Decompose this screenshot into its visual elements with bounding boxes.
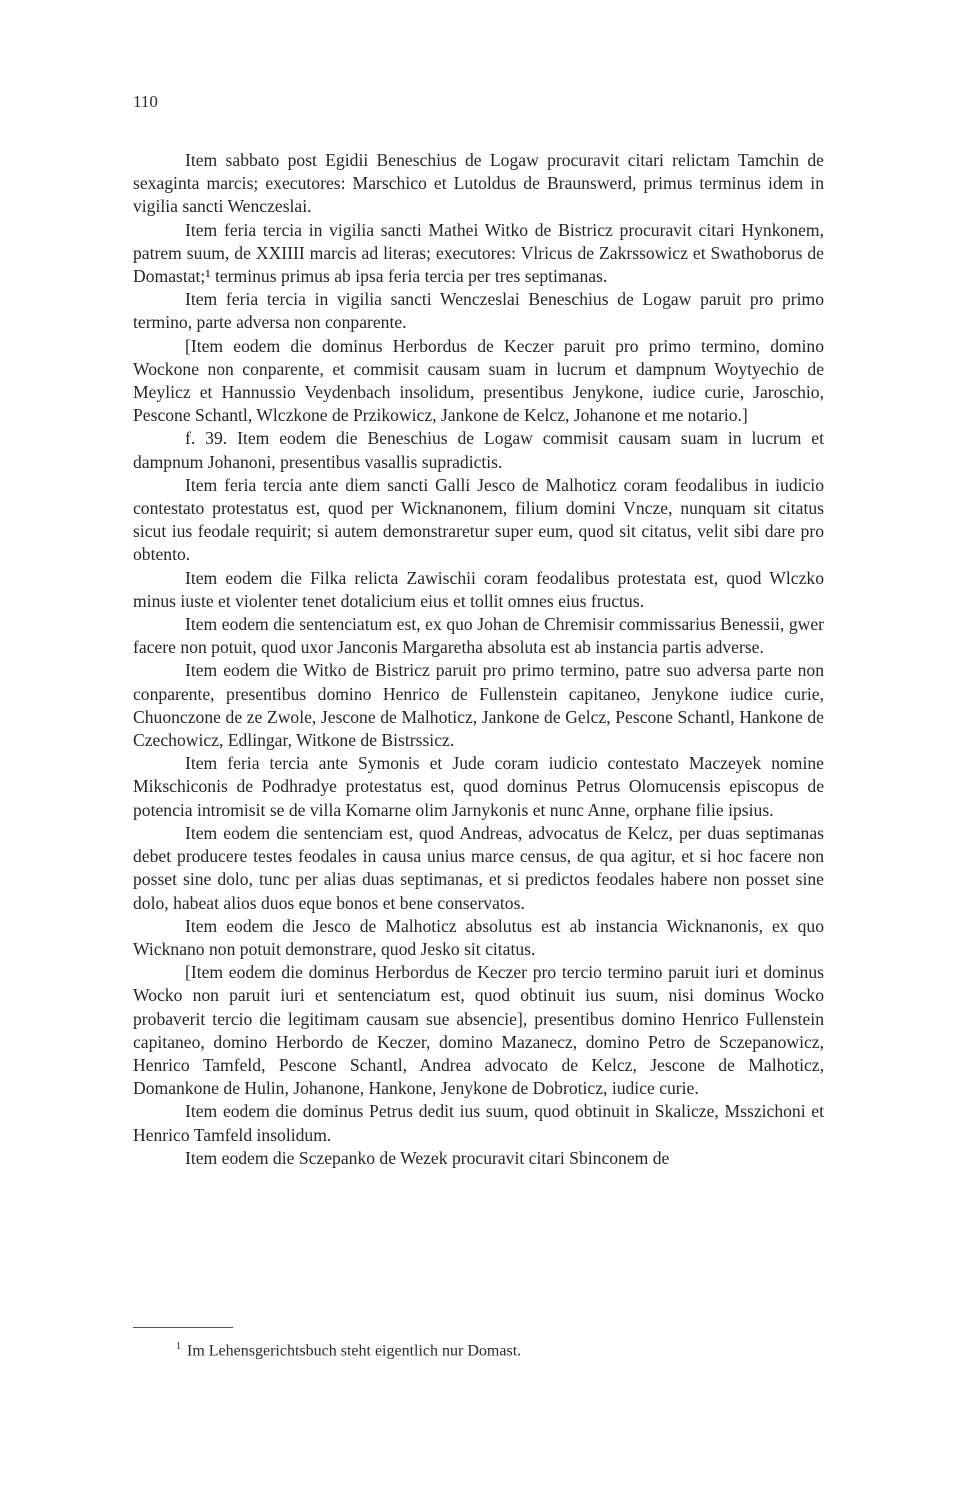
body-text [133, 149, 824, 1170]
paragraph: Item sabbato post Egidii Beneschius de Logaw procuravit citari relictam Tamchin de sexaginta marcis; executores: Marschico et Lutoldus de Braunswerd, primus terminus idem in vigilia sancti Wenczeslai. [133, 150, 824, 217]
footnote-text: Im Lehensgerichtsbuch steht eigentlich nur Domast. [187, 1342, 522, 1360]
footnote [176, 1337, 521, 1361]
page-number: 110 [133, 92, 158, 111]
paragraph: Item feria tercia ante diem sancti Galli Jesco de Malhoticz coram feodalibus in iudicio contestato protestatus est, quod per Wicknanonem, filium domini Vncze, nunquam sit citatus sicut ius feodale requirit; si autem demonstraretur super eum, quod sit citatus, velit sibi dare pro obtento. [133, 474, 824, 565]
paragraph: f. 39. Item eodem die Beneschius de Logaw commisit causam suam in lucrum et dampnum Johanoni, presentibus vasallis supradictis. [133, 428, 824, 472]
paragraph: Item eodem die dominus Petrus dedit ius suum, quod obtinuit in Skalicze, Msszichoni et Henrico Tamfeld insolidum. [133, 1101, 824, 1145]
paragraph: Item eodem die Sczepanko de Wezek procuravit citari Sbinconem de [185, 1147, 670, 1168]
paragraph: [Item eodem die dominus Herbordus de Keczer pro tercio termino paruit iuri et dominus Wocko non paruit iuri et sentenciatum est, quod obtinuit ius suum, nisi dominus Wocko probaverit tercio die legitimam causam sue absencie], presentibus domino Henrico Fullenstein capitaneo, domino Herbordo de Keczer, domino Mazanecz, domino Petro de Sczepanowicz, Henrico Tamfeld, Pescone Schantl, Andrea advocato de Kelcz, Jescone de Malhoticz, Domankone de Hulin, Johanone, Hankone, Jenykone de Dobroticz, iudice curie. [133, 962, 824, 1099]
paragraph: Item eodem die Filka relicta Zawischii coram feodalibus protestata est, quod Wlczko minus iuste et violenter tenet dotalicium eius et tollit omnes eius fructus. [133, 567, 824, 611]
paragraph: [Item eodem die dominus Herbordus de Keczer paruit pro primo termino, domino Wockone non conparente, et commisit causam suam in lucrum et dampnum Woytyechio de Meylicz et Hannussio Veydenbach insolidum, presentibus Jenykone, iudice curie, Jaroschio, Pescone Schantl, Wlczkone de Przikowicz, Jankone de Kelcz, Johanone et me notario.] [133, 335, 824, 426]
paragraph: Item feria tercia in vigilia sancti Mathei Witko de Bistricz procuravit citari Hynkonem, patrem suum, de XXIIII marcis ad literas; executores: Vlricus de Zakrssowicz et Swathoborus de Domastat;¹ terminus primus ab ipsa feria tercia per tres septimanas. [133, 219, 824, 287]
paragraph: Item feria tercia ante Symonis et Jude coram iudicio contestato Maczeyek nomine Mikschiconis de Podhradye protestatus est, quod dominus Petrus Olomucensis episcopus de potencia intromisit se de villa Komarne olim Jarnykonis et nunc Anne, orphane filie ipsius. [133, 753, 824, 820]
footnote-divider [133, 1327, 233, 1328]
paragraph: Item eodem die Witko de Bistricz paruit pro primo termino, patre suo adversa parte non conparente, presentibus domino Henrico de Fullenstein capitaneo, Jenykone iudice curie, Chuonczone de ze Zwole, Jescone de Malhoticz, Jankone de Gelcz, Pescone Schantl, Hankone de Czechowicz, Edlingar, Witkone de Bistrssicz. [133, 660, 824, 751]
paragraph: Item eodem die sentenciam est, quod Andreas, advocatus de Kelcz, per duas septimanas debet producere testes feodales in causa unius marce census, de qua agitur, et si hoc facere non posset sine dolo, tunc per alias duas septimanas, et si predictos feodales habere non posset sine dolo, habeat alios duos eque bonos et bene conservatos. [133, 822, 824, 913]
paragraph: Item eodem die Jesco de Malhoticz absolutus est ab instancia Wicknanonis, ex quo Wicknano non potuit demonstrare, quod Jesko sit citatus. [133, 915, 824, 959]
paragraph: Item feria tercia in vigilia sancti Wenczeslai Beneschius de Logaw paruit pro primo termino, parte adversa non conparente. [133, 289, 824, 333]
footnote-marker: 1 [176, 1341, 181, 1352]
paragraph: Item eodem die sentenciatum est, ex quo Johan de Chremisir commissarius Benessii, gwer facere non potuit, quod uxor Janconis Margaretha absoluta est ab instancia partis adverse. [133, 614, 824, 658]
